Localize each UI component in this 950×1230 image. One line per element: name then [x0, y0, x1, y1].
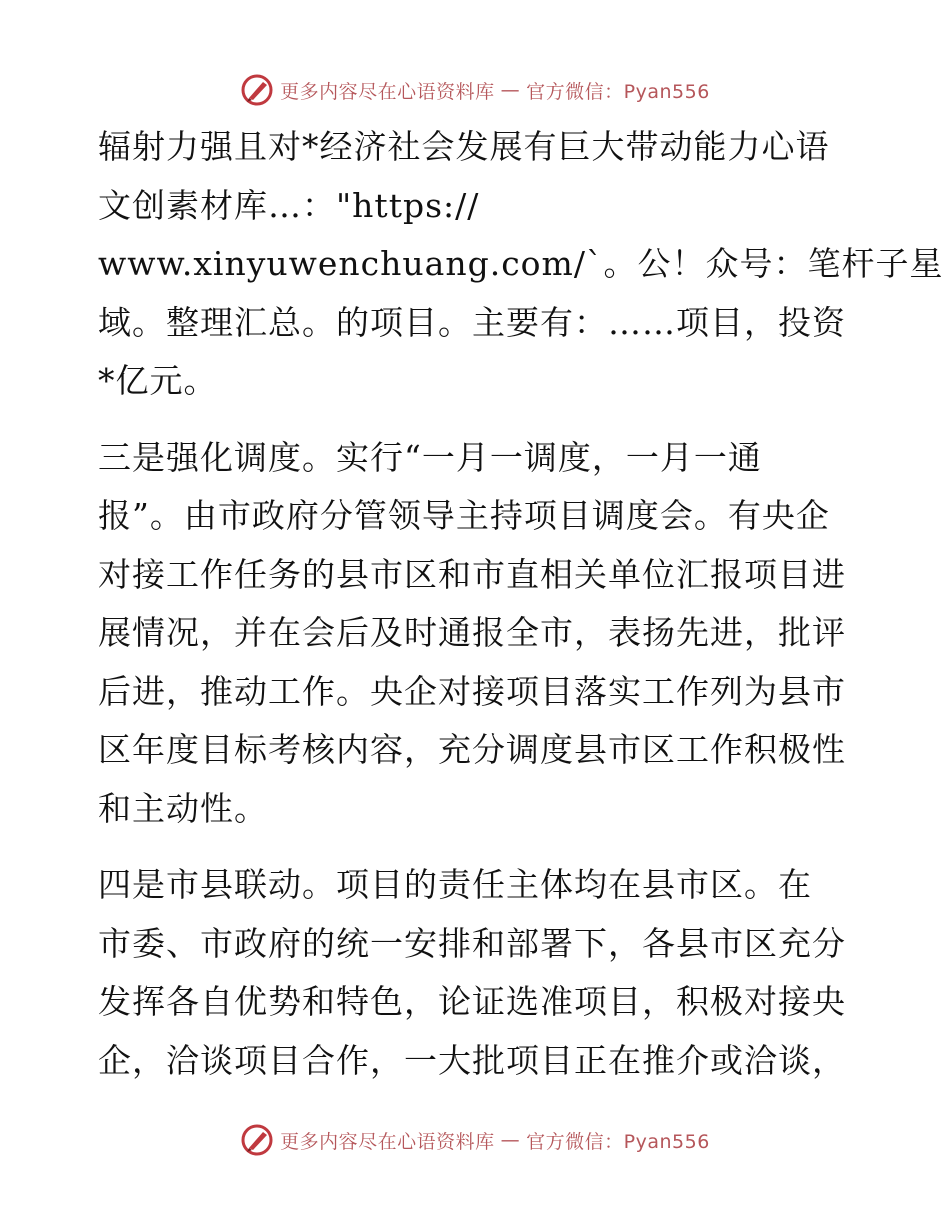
paragraph-line: 发挥各自优势和特色，论证选准项目，积极对接央 — [98, 982, 846, 1021]
pen-circle-logo-icon — [240, 1123, 274, 1157]
paragraph-line: 和主动性。 — [98, 788, 268, 828]
footer-watermark — [0, 1120, 950, 1160]
paragraph-line: 报”。由市政府分管领导主持项目调度会。有央企 — [98, 496, 830, 535]
paragraph-line: 后进，推动工作。央企对接项目落实工作列为县市 — [98, 671, 846, 711]
watermark-wechat-text: 官方微信：Pyan556 — [526, 1130, 710, 1153]
paragraph-line: *亿元。 — [98, 361, 218, 400]
watermark-wechat-text: 官方微信：Pyan556 — [526, 80, 710, 103]
document-body — [98, 118, 944, 1090]
watermark-separator: — — [500, 1129, 521, 1151]
paragraph-line: 企，洽谈项目合作，一大批项目正在推介或洽谈， — [98, 1040, 846, 1080]
paragraph-line: 三是强化调度。实行“一月一调度，一月一通 — [98, 437, 762, 477]
watermark-brand-text: 更多内容尽在心语资料库 — [280, 1130, 495, 1153]
paragraph-line: 市委、市政府的统一安排和部署下，各县市区充分 — [98, 923, 846, 963]
paragraph-3 — [98, 856, 858, 1090]
paragraph-line: 辐射力强且对*经济社会发展有巨大带动能力心语 — [98, 127, 830, 166]
paragraph-line: www.xinyuwenchuang.com/`。公！众号：笔杆子星 — [98, 244, 944, 283]
paragraph-2 — [98, 429, 858, 839]
watermark-separator: — — [500, 79, 521, 101]
paragraph-1 — [98, 118, 944, 411]
paragraph-line: 对接工作任务的县市区和市直相关单位汇报项目进 — [98, 554, 846, 594]
paragraph-line: 展情况，并在会后及时通报全市，表扬先进，批评 — [98, 613, 846, 652]
header-watermark — [0, 70, 950, 110]
paragraph-line: 四是市县联动。项目的责任主体均在县市区。在 — [98, 865, 812, 904]
watermark-brand-text: 更多内容尽在心语资料库 — [280, 80, 495, 103]
paragraph-line: 域。整理汇总。的项目。主要有：……项目，投资 — [98, 302, 846, 342]
pen-circle-logo-icon — [240, 73, 274, 107]
paragraph-line: 文创素材库…："https:// — [98, 185, 480, 225]
paragraph-line: 区年度目标考核内容，充分调度县市区工作积极性 — [98, 730, 846, 769]
